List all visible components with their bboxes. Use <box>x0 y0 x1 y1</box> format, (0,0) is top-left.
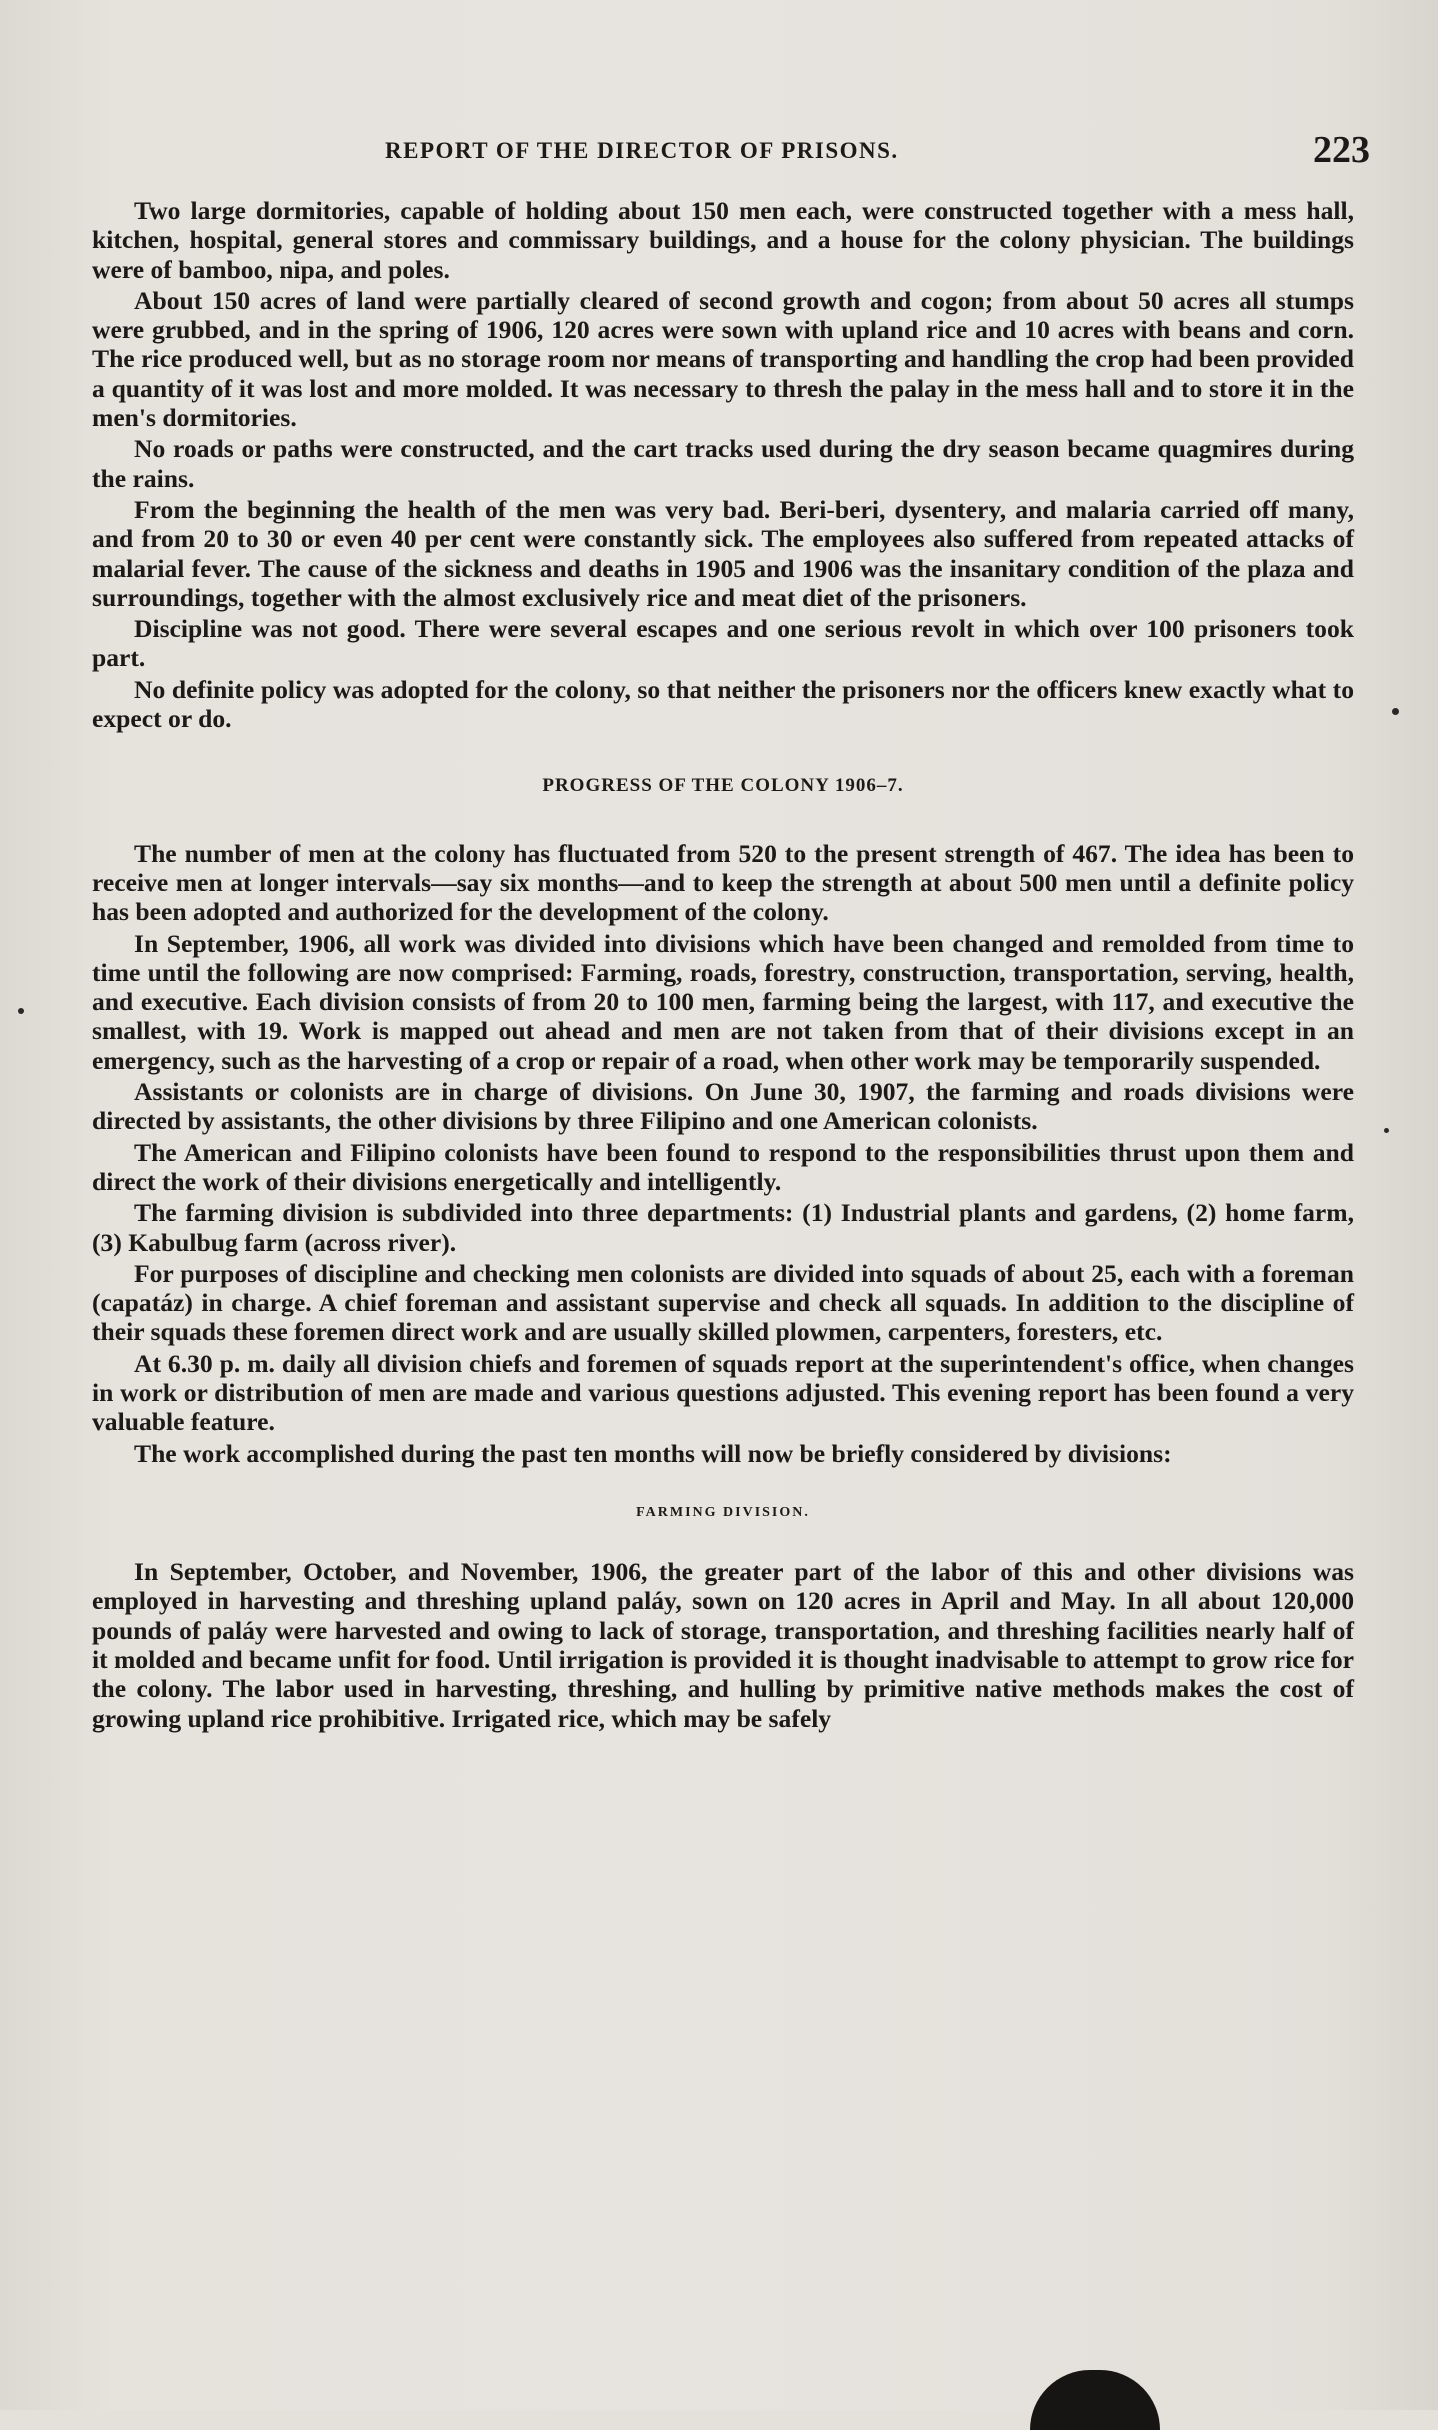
section-heading-progress: PROGRESS OF THE COLONY 1906–7. <box>542 775 904 797</box>
paragraph: No roads or paths were constructed, and the cart tracks used during the dry season became quagmires during the rains. <box>92 434 1354 493</box>
paragraph: The number of men at the colony has fluctuated from 520 to the present strength of 467. The idea has been to receive men at longer intervals—say six months—and to keep the strength at about 500 men until a definite policy has been adopted and authorized for the development of the colony. <box>92 838 1354 927</box>
paragraph: At 6.30 p. m. daily all division chiefs and foremen of squads report at the superintendent's office, when changes in work or distribution of men are made and various questions adjusted. This evening report has been found a very valuable feature. <box>92 1348 1354 1437</box>
paragraph: Discipline was not good. There were several escapes and one serious revolt in which over 100 prisoners took part. <box>92 614 1354 673</box>
paragraph: From the beginning the health of the men was very bad. Beri-beri, dysentery, and malaria carried off many, and from 20 to 30 or even 40 per cent were constantly sick. The employees also suffered from repeated attacks of malarial fever. The cause of the sickness and deaths in 1905 and 1906 was the insanitary condition of the plaza and surroundings, together with the almost exclusively rice and meat diet of the prisoners. <box>92 494 1354 612</box>
paragraph: The American and Filipino colonists have been found to respond to the responsibilities thrust upon them and direct the work of their divisions energetically and intelligently. <box>92 1137 1354 1196</box>
page-number: 223 <box>1313 129 1370 171</box>
scan-shadow <box>1030 2370 1160 2430</box>
paragraph: Two large dormitories, capable of holding about 150 men each, were constructed together with a mess hall, kitchen, hospital, general stores and commissary buildings, and a house for the colony physician. The buildings were of bamboo, nipa, and poles. <box>92 196 1354 284</box>
paragraph: Assistants or colonists are in charge of divisions. On June 30, 1907, the farming and roads divisions were directed by assistants, the other divisions by three Filipino and one American colonists. <box>92 1077 1354 1136</box>
scan-speck <box>1392 708 1399 715</box>
paragraph: No definite policy was adopted for the colony, so that neither the prisoners nor the officers knew exactly what to expect or do. <box>92 674 1354 734</box>
scan-speck <box>18 1008 24 1014</box>
paragraph: In September, 1906, all work was divided into divisions which have been changed and remolded from time to time until the following are now comprised: Farming, roads, forestry, construction, transportation, serving, health, and executive. Each division consists of from 20 to 100 men, farming being the largest, with 117, and executive the smallest, with 19. Work is mapped out ahead and men are not taken from that of their divisions except in an emergency, such as the harvesting of a crop or repair of a road, when other work may be temporarily suspended. <box>92 928 1354 1075</box>
scan-speck <box>1384 1128 1389 1133</box>
running-head: REPORT OF THE DIRECTOR OF PRISONS. <box>385 138 899 163</box>
page-header <box>385 128 1370 178</box>
paragraph: In September, October, and November, 1906, the greater part of the labor of this and other divisions was employed in harvesting and threshing upland paláy, sown on 120 acres in April and May. In all about 120,000 pounds of paláy were harvested and owing to lack of storage, transportation, and threshing facilities nearly half of it molded and became unfit for food. Until irrigation is provided it is thought inadvisable to attempt to grow rice for the colony. The labor used in harvesting, threshing, and hulling by primitive native methods makes the cost of growing upland rice prohibitive. Irrigated rice, which may be safely <box>92 1557 1354 1733</box>
paragraph: For purposes of discipline and checking men colonists are divided into squads of about 25, each with a foreman (capatáz) in charge. A chief foreman and assistant supervise and check all squads. In addition to the discipline of their squads these foremen direct work and are usually skilled plowmen, carpenters, foresters, etc. <box>92 1258 1354 1347</box>
section-heading-farming: FARMING DIVISION. <box>636 1504 810 1520</box>
paragraph: The farming division is subdivided into three departments: (1) Industrial plants and gardens, (2) home farm, (3) Kabulbug farm (across river). <box>92 1198 1354 1257</box>
paragraph: The work accomplished during the past ten months will now be briefly considered by divisions: <box>134 1438 1172 1468</box>
body-text <box>92 196 1354 1735</box>
paragraph: About 150 acres of land were partially cleared of second growth and cogon; from about 50 acres all stumps were grubbed, and in the spring of 1906, 120 acres were sown with upland rice and 10 acres with beans and corn. The rice produced well, but as no storage room nor means of transporting and handling the crop had been provided a quantity of it was lost and more molded. It was necessary to thresh the palay in the mess hall and to store it in the men's dormitories. <box>92 285 1354 433</box>
